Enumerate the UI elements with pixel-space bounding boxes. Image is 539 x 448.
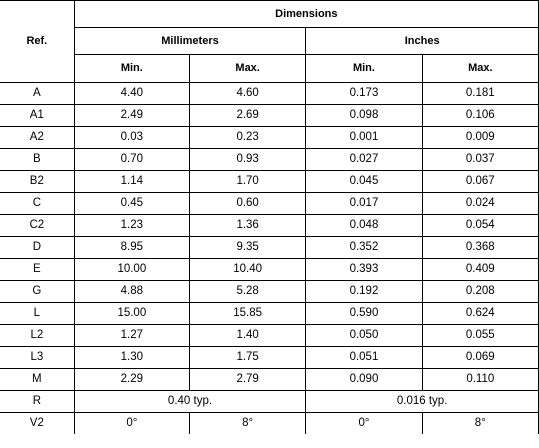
mm-min-cell: 0.03	[74, 127, 189, 149]
in-min-cell: 0.590	[306, 303, 422, 325]
in-max-cell: 0.055	[422, 325, 538, 347]
in-min-cell: 0.001	[306, 127, 422, 149]
table-row	[0, 281, 539, 303]
in-max-cell: 0.106	[422, 105, 538, 127]
table-row	[0, 215, 539, 237]
in-typ-cell: 0.016 typ.	[306, 391, 539, 413]
mm-max-header: Max.	[189, 55, 305, 83]
in-max-cell: 0.009	[422, 127, 538, 149]
mm-max-cell: 0.93	[189, 149, 305, 171]
mm-max-cell: 1.75	[189, 347, 305, 369]
in-max-cell: 0.110	[422, 369, 538, 391]
table-row	[0, 171, 539, 193]
in-min-cell: 0.090	[306, 369, 422, 391]
ref-cell: A	[0, 83, 74, 105]
in-min-cell: 0.192	[306, 281, 422, 303]
mm-max-cell: 2.79	[189, 369, 305, 391]
mm-min-cell: 8.95	[74, 237, 189, 259]
mm-max-cell: 10.40	[189, 259, 305, 281]
mm-max-cell: 9.35	[189, 237, 305, 259]
table-row	[0, 193, 539, 215]
in-max-cell: 0.069	[422, 347, 538, 369]
mm-min-cell: 1.14	[74, 171, 189, 193]
mm-min-cell: 0.45	[74, 193, 189, 215]
in-max-cell: 0.208	[422, 281, 538, 303]
table-row	[0, 127, 539, 149]
ref-cell: D	[0, 237, 74, 259]
ref-cell: L	[0, 303, 74, 325]
in-min-cell: 0°	[306, 413, 422, 435]
table-row	[0, 105, 539, 127]
mm-max-cell: 0.60	[189, 193, 305, 215]
ref-cell: C	[0, 193, 74, 215]
in-min-cell: 0.027	[306, 149, 422, 171]
in-max-cell: 0.067	[422, 171, 538, 193]
in-min-header: Min.	[306, 55, 422, 83]
ref-cell: B2	[0, 171, 74, 193]
table-row	[0, 369, 539, 391]
mm-max-cell: 4.60	[189, 83, 305, 105]
mm-min-cell: 4.88	[74, 281, 189, 303]
in-max-cell: 0.368	[422, 237, 538, 259]
in-max-cell: 0.409	[422, 259, 538, 281]
mm-min-cell: 1.23	[74, 215, 189, 237]
ref-cell: C2	[0, 215, 74, 237]
ref-cell: E	[0, 259, 74, 281]
mm-max-cell: 1.70	[189, 171, 305, 193]
table-row	[0, 303, 539, 325]
mm-min-cell: 0.70	[74, 149, 189, 171]
ref-cell: B	[0, 149, 74, 171]
in-min-cell: 0.017	[306, 193, 422, 215]
table-row	[0, 347, 539, 369]
mm-min-cell: 1.30	[74, 347, 189, 369]
table-row	[0, 391, 539, 413]
in-max-cell: 0.624	[422, 303, 538, 325]
in-min-cell: 0.393	[306, 259, 422, 281]
mm-max-cell: 0.23	[189, 127, 305, 149]
in-max-header: Max.	[422, 55, 538, 83]
mm-min-cell: 2.49	[74, 105, 189, 127]
inches-header: Inches	[306, 28, 539, 55]
millimeters-header: Millimeters	[74, 28, 306, 55]
in-min-cell: 0.352	[306, 237, 422, 259]
in-min-cell: 0.045	[306, 171, 422, 193]
in-max-cell: 0.024	[422, 193, 538, 215]
mm-max-cell: 5.28	[189, 281, 305, 303]
in-max-cell: 8°	[422, 413, 538, 435]
table-row	[0, 83, 539, 105]
ref-cell: G	[0, 281, 74, 303]
mm-min-cell: 10.00	[74, 259, 189, 281]
mm-max-cell: 15.85	[189, 303, 305, 325]
mm-min-header: Min.	[74, 55, 189, 83]
mm-min-cell: 0°	[74, 413, 189, 435]
mm-min-cell: 4.40	[74, 83, 189, 105]
in-min-cell: 0.051	[306, 347, 422, 369]
in-min-cell: 0.050	[306, 325, 422, 347]
mm-max-cell: 1.36	[189, 215, 305, 237]
table-row	[0, 149, 539, 171]
in-min-cell: 0.173	[306, 83, 422, 105]
dimensions-header: Dimensions	[74, 1, 538, 28]
ref-cell: A2	[0, 127, 74, 149]
ref-cell: A1	[0, 105, 74, 127]
ref-cell: R	[0, 391, 74, 413]
mm-max-cell: 8°	[189, 413, 305, 435]
table-row	[0, 259, 539, 281]
ref-cell: V2	[0, 413, 74, 435]
ref-cell: L2	[0, 325, 74, 347]
mm-min-cell: 1.27	[74, 325, 189, 347]
in-min-cell: 0.098	[306, 105, 422, 127]
mm-max-cell: 2.69	[189, 105, 305, 127]
mm-max-cell: 1.40	[189, 325, 305, 347]
in-max-cell: 0.054	[422, 215, 538, 237]
mm-min-cell: 15.00	[74, 303, 189, 325]
mm-typ-cell: 0.40 typ.	[74, 391, 306, 413]
ref-cell: L3	[0, 347, 74, 369]
in-min-cell: 0.048	[306, 215, 422, 237]
ref-header: Ref.	[0, 1, 74, 83]
table-row	[0, 413, 539, 435]
ref-cell: M	[0, 369, 74, 391]
in-max-cell: 0.037	[422, 149, 538, 171]
mm-min-cell: 2.29	[74, 369, 189, 391]
in-max-cell: 0.181	[422, 83, 538, 105]
table-row	[0, 237, 539, 259]
table-row	[0, 325, 539, 347]
